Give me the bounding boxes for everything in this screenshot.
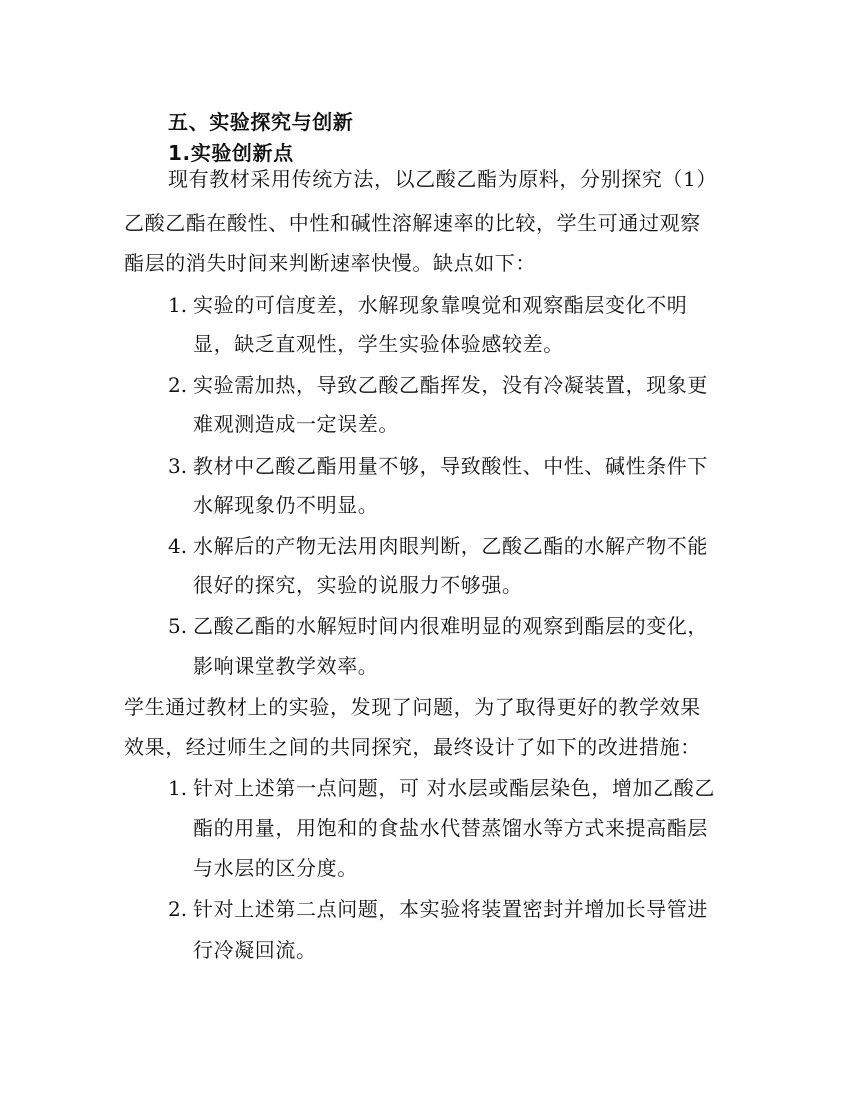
list-item-text: 水解后的产物无法用肉眼判断，乙酸乙酯的水解产物不能 [193,534,708,558]
list-item-text: 针对上述第一点问题，可 对水层或酯层染色，增加乙酸乙 [193,776,715,800]
list-item-text: 教材中乙酸乙酯用量不够，导致酸性、中性、碱性条件下 [193,454,708,478]
section-heading: 五、实验探究与创新 [168,110,354,134]
list-item-number: 4. [168,534,188,558]
list-item-text: 显，缺乏直观性，学生实验体验感较差。 [193,332,564,356]
transition-paragraph-line: 效果，经过师生之间的共同探究，最终设计了如下的改进措施： [124,735,701,759]
list-item-number: 1. [168,293,188,317]
list-item-text: 难观测造成一定误差。 [193,412,399,436]
list-item-number: 2. [168,897,188,921]
transition-paragraph-line: 学生通过教材上的实验，发现了问题，为了取得更好的教学效果 [124,695,701,719]
intro-paragraph-line: 现有教材采用传统方法，以乙酸乙酯为原料，分别探究（1） [168,167,717,191]
list-item-text: 行冷凝回流。 [193,938,317,962]
list-item-text: 乙酸乙酯的水解短时间内很难明显的观察到酯层的变化， [193,614,708,638]
list-item-text: 影响课堂教学效率。 [193,654,379,678]
list-item-text: 针对上述第二点问题，本实验将装置密封并增加长导管进 [193,897,708,921]
list-item-text: 实验的可信度差，水解现象靠嗅觉和观察酯层变化不明 [193,293,688,317]
list-item-number: 3. [168,454,188,478]
list-item-number: 5. [168,614,188,638]
list-item-text: 酯的用量，用饱和的食盐水代替蒸馏水等方式来提高酯层 [193,816,708,840]
list-item-text: 水解现象仍不明显。 [193,493,379,517]
list-item-number: 2. [168,373,188,397]
list-item-number: 1. [168,776,188,800]
list-item-text: 实验需加热，导致乙酸乙酯挥发，没有冷凝装置，现象更 [193,373,708,397]
intro-paragraph-line: 乙酸乙酯在酸性、中性和碱性溶解速率的比较，学生可通过观察 [124,211,701,235]
list-item-text: 与水层的区分度。 [193,856,358,880]
list-item-text: 很好的探究，实验的说服力不够强。 [193,573,523,597]
subsection-heading: 1.实验创新点 [168,141,294,165]
intro-paragraph-line: 酯层的消失时间来判断速率快慢。缺点如下： [124,251,536,275]
